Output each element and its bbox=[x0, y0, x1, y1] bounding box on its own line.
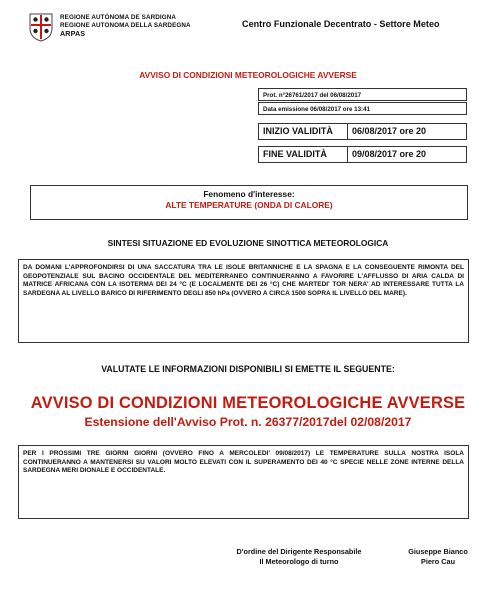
signature-left-line-1: D'ordine del Dirigente Responsabile bbox=[236, 547, 362, 556]
protocol-number: Prot. n°26761/2017 del 06/08/2017 bbox=[258, 88, 467, 101]
org-line-3: ARPAS bbox=[60, 29, 86, 39]
avviso-subtitle: Estensione dell'Avviso Prot. n. 26377/2017del 02/08/2017 bbox=[84, 415, 412, 429]
inizio-validita-label: INIZIO VALIDITÀ bbox=[259, 124, 348, 139]
signature-left-line-2: Il Meteorologo di turno bbox=[259, 557, 339, 566]
fenomeno-box bbox=[30, 185, 468, 220]
avviso-title: AVVISO DI CONDIZIONI METEOROLOGICHE AVVERSE bbox=[139, 70, 357, 80]
signature-right-line-1: Giuseppe Bianco bbox=[408, 547, 468, 556]
inizio-validita-row bbox=[258, 123, 467, 140]
signature-left bbox=[214, 547, 384, 567]
sardinia-coat-of-arms-icon bbox=[28, 12, 54, 42]
org-line-2: REGIONE AUTONOMA DELLA SARDEGNA bbox=[60, 22, 191, 30]
signature-right bbox=[398, 547, 478, 567]
organization-name bbox=[60, 14, 191, 39]
inizio-validita-value: 06/08/2017 ore 20 bbox=[352, 126, 427, 136]
fine-validita-value: 09/08/2017 ore 20 bbox=[352, 149, 427, 159]
avviso-main-title: AVVISO DI CONDIZIONI METEOROLOGICHE AVVERSE bbox=[30, 394, 466, 412]
fine-validita-label: FINE VALIDITÀ bbox=[259, 147, 348, 162]
org-line-1: REGIONE AUTÒNOMA DE SARDIGNA bbox=[60, 14, 177, 21]
fenomeno-value: ALTE TEMPERATURE (ONDA DI CALORE) bbox=[165, 200, 333, 210]
header-department-title: Centro Funzionale Decentrato - Settore Meteo bbox=[242, 19, 440, 29]
previsione-text: PER I PROSSIMI TRE GIORNI GIORNI (OVVERO FINO A MERCOLEDI' 09/08/2017) LE TEMPERATURE SULLA NOSTRA ISOLA CONTINUERANNO A MANTENERSI SU VALORI MOLTO ELEVATI CON IL SUPERAMENTO DEI 40 °C SPECIE NELLE ZONE INTERNE DELLA SARDEGNA MERI DIONALE E OCCIDENTALE. bbox=[18, 445, 469, 519]
fenomeno-label: Fenomeno d'interesse: bbox=[203, 189, 295, 199]
fine-validita-row bbox=[258, 146, 467, 163]
sintesi-title: SINTESI SITUAZIONE ED EVOLUZIONE SINOTTICA METEOROLOGICA bbox=[107, 238, 389, 248]
emission-date: Data emissione 06/08/2017 ore 13:41 bbox=[258, 102, 467, 115]
sintesi-text: DA DOMANI L'APPROFONDIRSI DI UNA SACCATURA TRA LE ISOLE BRITANNICHE E LA SPAGNA E LA CONSEGUENTE RIMONTA DEL GEOPOTENZIALE SUL BACINO OCCIDENTALE DEL MEDITERRANEO CONTINUERANNO A FAVORIRE L'AFFLUSSO DI ARIA CALDA DI MATRICE AFRICANA CON LA ISOTERMA DEI 24 °C (E LOCALMENTE DEI 26 °C) CHE MARTEDI' TOR NERA' AD INTERESSARE TUTTA LA SARDEGNA AL LIVELLO BARICO DI RIFERIMENTO DEGLI 850 hPa (OVVERO A CIRCA 1500 SOPRA IL LIVELLO DEL MARE). bbox=[18, 259, 469, 343]
signature-right-line-2: Piero Cau bbox=[420, 557, 456, 566]
valutate-text: VALUTATE LE INFORMAZIONI DISPONIBILI SI EMETTE IL SEGUENTE: bbox=[101, 364, 395, 374]
